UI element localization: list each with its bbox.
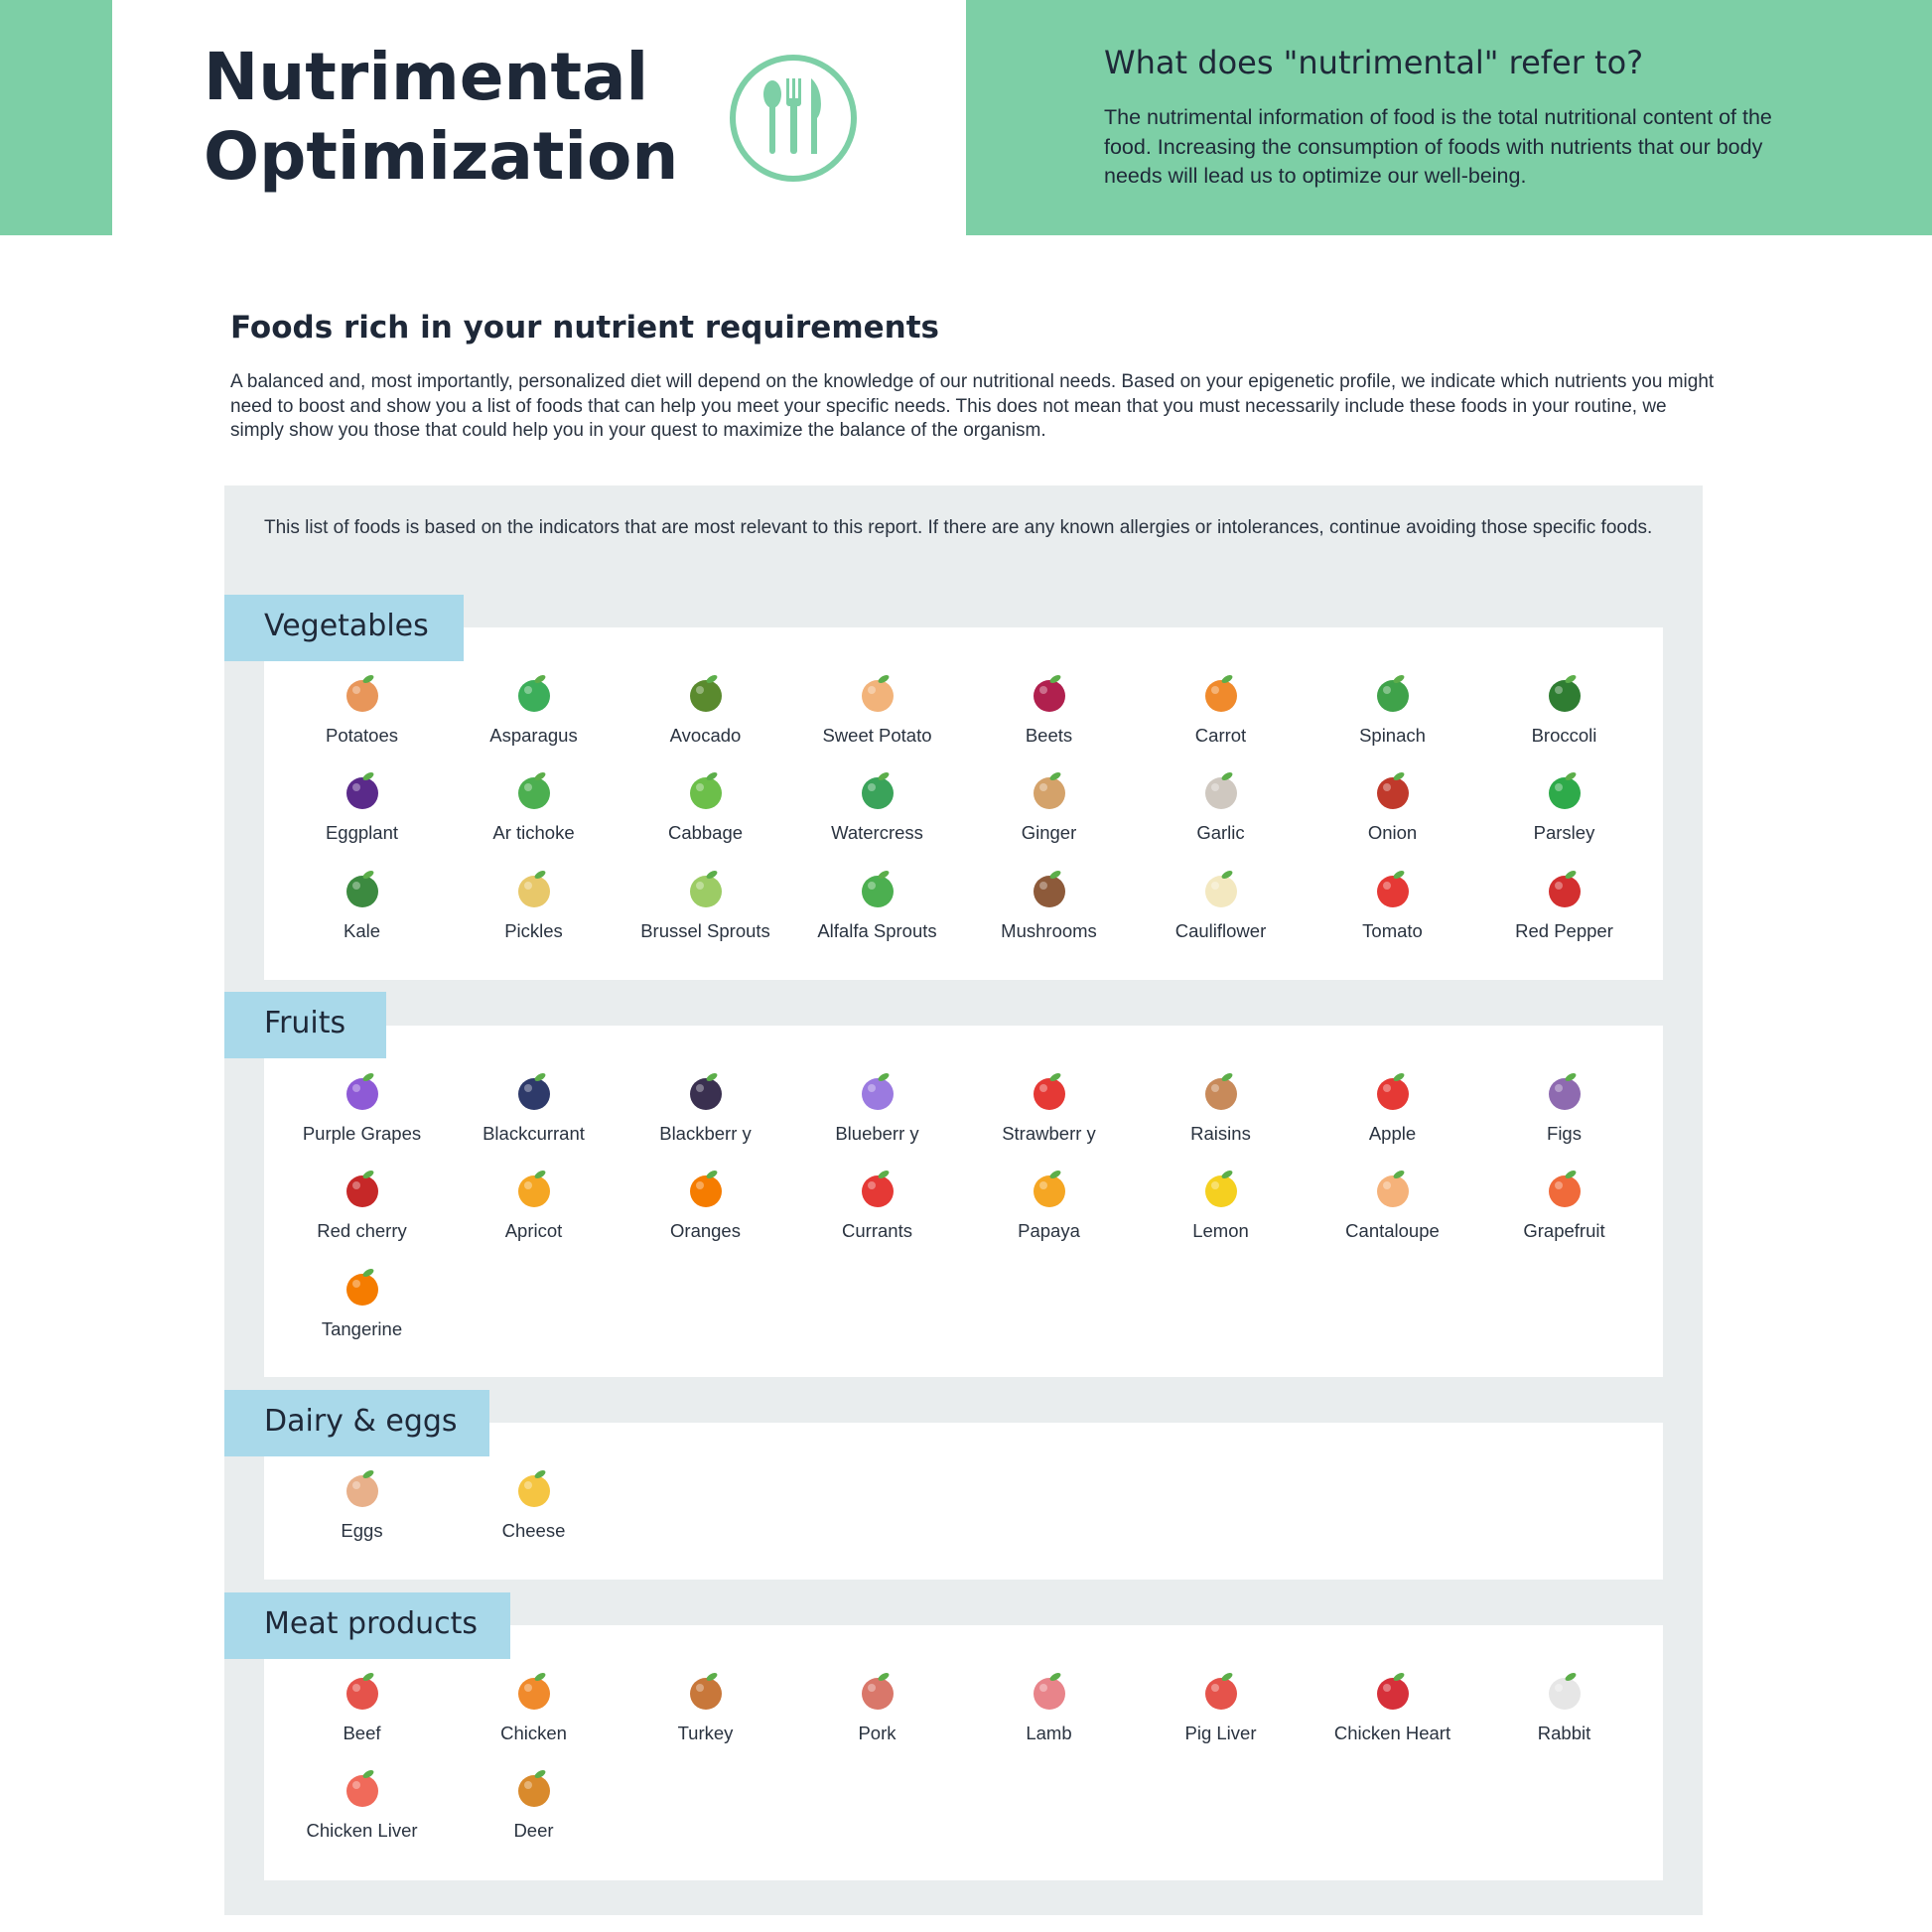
- food-item-pickles: [448, 867, 620, 956]
- food-item-label: Figs: [1547, 1123, 1582, 1144]
- purple-grapes-icon: [340, 1069, 385, 1115]
- food-item-carrot: [1135, 671, 1307, 760]
- food-item-potatoes: [276, 671, 448, 760]
- food-item-avocado: [620, 671, 791, 760]
- food-item-onion: [1307, 768, 1478, 858]
- apple-icon: [1370, 1069, 1416, 1115]
- pickles-icon: [511, 867, 557, 912]
- kale-icon: [340, 867, 385, 912]
- ginger-icon: [1027, 768, 1072, 814]
- food-item-figs: [1478, 1069, 1650, 1159]
- food-item-oranges: [620, 1167, 791, 1256]
- rabbit-icon: [1542, 1669, 1587, 1715]
- food-item-label: Avocado: [669, 725, 742, 746]
- onion-icon: [1370, 768, 1416, 814]
- oranges-icon: [683, 1167, 729, 1212]
- food-item-watercress: [791, 768, 963, 858]
- beef-icon: [340, 1669, 385, 1715]
- food-item-label: Cantaloupe: [1345, 1220, 1440, 1242]
- food-item-cauliflower: [1135, 867, 1307, 956]
- food-item-label: Mushrooms: [1001, 919, 1097, 941]
- food-item-apple: [1307, 1069, 1478, 1159]
- food-item-label: Grapefruit: [1523, 1220, 1605, 1242]
- pork-icon: [855, 1669, 900, 1715]
- definition-text: The nutrimental information of food is the total nutritional content of the food. Increasing the consumption of foods with nutrients that our body needs will lead us to optimize our well-being.: [1104, 105, 1772, 188]
- page-title: [204, 38, 678, 197]
- food-item-label: Broccoli: [1531, 725, 1597, 746]
- food-item-label: Currants: [842, 1220, 912, 1242]
- section-description: A balanced and, most importantly, personalized diet will depend on the knowledge of our nutritional needs. Based on your epigenetic profile, we indicate which nutrients you might need to boost and show you a list of foods that can help you meet your specific needs. This does not mean that you must necessarily include these foods in your routine, we simply show you those that could help you in your quest to maximize the balance of the organism.: [230, 371, 1715, 441]
- food-item-label: Asparagus: [489, 725, 578, 746]
- food-item-label: Deer: [513, 1820, 554, 1842]
- food-item-label: Ginger: [1021, 822, 1077, 844]
- category-label-fruits: Fruits: [224, 992, 386, 1058]
- food-item-label: Parsley: [1533, 822, 1595, 844]
- apricot-icon: [511, 1167, 557, 1212]
- chicken-icon: [511, 1669, 557, 1715]
- food-item-rabbit: [1478, 1669, 1650, 1758]
- food-item-red-cherry: [276, 1167, 448, 1256]
- food-item-label: Spinach: [1359, 725, 1426, 746]
- broccoli-icon: [1542, 671, 1587, 717]
- food-item-label: Red cherry: [317, 1220, 407, 1242]
- raisins-icon: [1198, 1069, 1244, 1115]
- food-item-label: Lamb: [1026, 1723, 1072, 1743]
- food-item-label: Pig Liver: [1184, 1723, 1257, 1743]
- food-item-label: Tangerine: [321, 1317, 403, 1339]
- blackcurrant-icon: [511, 1069, 557, 1115]
- title-line-2: Optimization: [204, 118, 679, 195]
- food-item-label: Papaya: [1018, 1220, 1080, 1242]
- food-item-label: Oranges: [670, 1220, 741, 1242]
- title-line-1: Nutrimental: [204, 39, 649, 115]
- food-item-label: Garlic: [1196, 822, 1245, 844]
- cauliflower-icon: [1198, 867, 1244, 912]
- food-item-mushrooms: [963, 867, 1135, 956]
- food-item-label: Blackberr y: [659, 1123, 752, 1144]
- food-item-pork: [791, 1669, 963, 1758]
- beets-icon: [1027, 671, 1072, 717]
- eggs-icon: [340, 1466, 385, 1512]
- food-item-label: Blackcurrant: [483, 1123, 585, 1144]
- figs-icon: [1542, 1069, 1587, 1115]
- food-item-blueberr-y: [791, 1069, 963, 1159]
- food-item-cantaloupe: [1307, 1167, 1478, 1256]
- food-item-chicken: [448, 1669, 620, 1758]
- turkey-icon: [683, 1669, 729, 1715]
- food-item-label: Strawberr y: [1002, 1123, 1096, 1144]
- food-item-grapefruit: [1478, 1167, 1650, 1256]
- food-item-label: Tomato: [1362, 919, 1423, 941]
- section-title: Foods rich in your nutrient requirements: [230, 310, 939, 345]
- food-item-label: Cabbage: [667, 822, 744, 844]
- category-label-vegetables: Vegetables: [224, 595, 464, 661]
- food-item-strawberr-y: [963, 1069, 1135, 1159]
- cabbage-icon: [683, 768, 729, 814]
- blueberr-y-icon: [855, 1069, 900, 1115]
- definition-title: What does "nutrimental" refer to?: [1104, 44, 1644, 81]
- food-item-purple-grapes: [276, 1069, 448, 1159]
- parsley-icon: [1542, 768, 1587, 814]
- garlic-icon: [1198, 768, 1244, 814]
- food-item-label: Turkey: [677, 1723, 734, 1743]
- food-item-blackcurrant: [448, 1069, 620, 1159]
- food-item-label: Rabbit: [1537, 1723, 1591, 1743]
- food-item-sweet-potato: [791, 671, 963, 760]
- food-item-label: Alfalfa Sprouts: [817, 919, 937, 941]
- food-item-asparagus: [448, 671, 620, 760]
- food-item-deer: [448, 1766, 620, 1856]
- food-item-currants: [791, 1167, 963, 1256]
- red-pepper-icon: [1542, 867, 1587, 912]
- header-accent-bar: [0, 0, 112, 235]
- spinach-icon: [1370, 671, 1416, 717]
- food-item-brussel-sprouts: [620, 867, 791, 956]
- food-item-label: Apricot: [504, 1220, 563, 1242]
- food-item-label: Blueberr y: [835, 1123, 919, 1144]
- food-item-label: Carrot: [1194, 725, 1247, 746]
- food-item-tangerine: [276, 1265, 448, 1354]
- food-item-label: Beef: [343, 1723, 381, 1743]
- food-item-tomato: [1307, 867, 1478, 956]
- food-item-label: Raisins: [1190, 1123, 1251, 1144]
- food-item-lamb: [963, 1669, 1135, 1758]
- food-item-label: Kale: [343, 919, 381, 941]
- food-item-beef: [276, 1669, 448, 1758]
- food-item-beets: [963, 671, 1135, 760]
- blackberr-y-icon: [683, 1069, 729, 1115]
- food-item-pig-liver: [1135, 1669, 1307, 1758]
- food-item-chicken-heart: [1307, 1669, 1478, 1758]
- food-item-label: Red Pepper: [1515, 919, 1613, 941]
- food-item-label: Apple: [1368, 1123, 1417, 1144]
- potatoes-icon: [340, 671, 385, 717]
- eggplant-icon: [340, 768, 385, 814]
- lamb-icon: [1027, 1669, 1072, 1715]
- food-item-label: Brussel Sprouts: [640, 919, 770, 941]
- food-item-eggs: [276, 1466, 448, 1556]
- cheese-icon: [511, 1466, 557, 1512]
- tomato-icon: [1370, 867, 1416, 912]
- alfalfa-sprouts-icon: [855, 867, 900, 912]
- food-item-label: Purple Grapes: [302, 1123, 422, 1144]
- food-item-label: Chicken: [500, 1723, 567, 1743]
- food-item-label: Chicken Heart: [1333, 1723, 1451, 1743]
- sweet-potato-icon: [855, 671, 900, 717]
- food-item-spinach: [1307, 671, 1478, 760]
- food-item-broccoli: [1478, 671, 1650, 760]
- food-item-label: Sweet Potato: [822, 725, 932, 746]
- category-label-dairy-eggs: Dairy & eggs: [224, 1390, 489, 1456]
- cantaloupe-icon: [1370, 1167, 1416, 1212]
- food-item-blackberr-y: [620, 1069, 791, 1159]
- chicken-liver-icon: [340, 1766, 385, 1812]
- papaya-icon: [1027, 1167, 1072, 1212]
- food-item-raisins: [1135, 1069, 1307, 1159]
- ar-tichoke-icon: [511, 768, 557, 814]
- cutlery-icon: [728, 53, 859, 184]
- deer-icon: [511, 1766, 557, 1812]
- food-item-kale: [276, 867, 448, 956]
- food-item-label: Cauliflower: [1174, 919, 1267, 941]
- food-item-cheese: [448, 1466, 620, 1556]
- food-item-label: Onion: [1367, 822, 1418, 844]
- chicken-heart-icon: [1370, 1669, 1416, 1715]
- food-item-label: Pickles: [504, 919, 563, 941]
- food-item-red-pepper: [1478, 867, 1650, 956]
- food-item-label: Cheese: [501, 1520, 566, 1541]
- food-item-papaya: [963, 1167, 1135, 1256]
- red-cherry-icon: [340, 1167, 385, 1212]
- watercress-icon: [855, 768, 900, 814]
- food-item-label: Potatoes: [325, 725, 399, 746]
- food-item-alfalfa-sprouts: [791, 867, 963, 956]
- food-item-parsley: [1478, 768, 1650, 858]
- panel-note: This list of foods is based on the indicators that are most relevant to this report. If there are any known allergies or intolerances, continue avoiding those specific foods.: [264, 517, 1653, 538]
- food-item-eggplant: [276, 768, 448, 858]
- food-item-ginger: [963, 768, 1135, 858]
- food-item-label: Beets: [1025, 725, 1073, 746]
- food-item-chicken-liver: [276, 1766, 448, 1856]
- carrot-icon: [1198, 671, 1244, 717]
- mushrooms-icon: [1027, 867, 1072, 912]
- food-item-label: Watercress: [831, 822, 923, 844]
- food-item-apricot: [448, 1167, 620, 1256]
- pig-liver-icon: [1198, 1669, 1244, 1715]
- food-item-label: Chicken Liver: [306, 1820, 418, 1842]
- food-item-label: Ar tichoke: [492, 822, 575, 844]
- currants-icon: [855, 1167, 900, 1212]
- food-item-cabbage: [620, 768, 791, 858]
- strawberr-y-icon: [1027, 1069, 1072, 1115]
- food-item-label: Eggs: [341, 1520, 383, 1541]
- food-item-label: Pork: [858, 1723, 897, 1743]
- food-item-garlic: [1135, 768, 1307, 858]
- category-label-meat-products: Meat products: [224, 1592, 510, 1659]
- grapefruit-icon: [1542, 1167, 1587, 1212]
- food-item-lemon: [1135, 1167, 1307, 1256]
- tangerine-icon: [340, 1265, 385, 1311]
- avocado-icon: [683, 671, 729, 717]
- lemon-icon: [1198, 1167, 1244, 1212]
- brussel-sprouts-icon: [683, 867, 729, 912]
- food-item-label: Lemon: [1192, 1220, 1249, 1242]
- food-item-ar-tichoke: [448, 768, 620, 858]
- asparagus-icon: [511, 671, 557, 717]
- food-item-turkey: [620, 1669, 791, 1758]
- food-item-label: Eggplant: [325, 822, 399, 844]
